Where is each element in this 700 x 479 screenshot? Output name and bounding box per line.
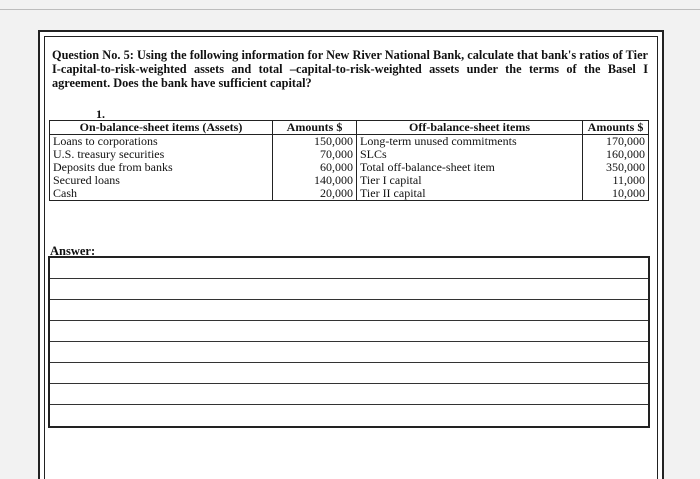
question-text: Question No. 5: Using the following information for New River National Bank, calculate that bank's ratios of Tier I-capital-to-risk-weighted assets and total –capital-to-risk-weighted assets under the terms of the Basel I agreement. Does the bank have sufficient capital? [52, 48, 648, 90]
on-item-cell: Loans to corporations [50, 135, 273, 149]
answer-line[interactable] [50, 405, 648, 426]
off-item-cell: Tier II capital [357, 187, 583, 201]
table-row [50, 148, 649, 161]
off-item-cell: SLCs [357, 148, 583, 161]
on-amount-cell: 140,000 [273, 174, 357, 187]
off-amount-cell: 160,000 [583, 148, 649, 161]
answer-line[interactable] [50, 321, 648, 342]
answer-line[interactable] [50, 279, 648, 300]
on-item-cell: Secured loans [50, 174, 273, 187]
answer-line[interactable] [50, 258, 648, 279]
answer-label: Answer: [50, 244, 96, 258]
on-item-cell: U.S. treasury securities [50, 148, 273, 161]
on-item-cell: Deposits due from banks [50, 161, 273, 174]
on-amount-cell: 150,000 [273, 135, 357, 149]
balance-sheet-table [49, 120, 649, 201]
off-item-cell: Tier I capital [357, 174, 583, 187]
header-on-amounts: Amounts $ [273, 121, 357, 135]
document-page [38, 30, 664, 479]
top-divider [0, 9, 700, 10]
table-header-row [50, 121, 649, 135]
answer-line[interactable] [50, 342, 648, 363]
off-amount-cell: 170,000 [583, 135, 649, 149]
off-amount-cell: 10,000 [583, 187, 649, 201]
off-item-cell: Long-term unused commitments [357, 135, 583, 149]
off-item-cell: Total off-balance-sheet item [357, 161, 583, 174]
on-amount-cell: 60,000 [273, 161, 357, 174]
answer-box[interactable] [48, 256, 650, 428]
answer-line[interactable] [50, 363, 648, 384]
answer-line[interactable] [50, 384, 648, 405]
table-row [50, 187, 649, 201]
header-on-balance-items: On-balance-sheet items (Assets) [50, 121, 273, 135]
table-row [50, 135, 649, 149]
on-amount-cell: 20,000 [273, 187, 357, 201]
table-row [50, 161, 649, 174]
on-amount-cell: 70,000 [273, 148, 357, 161]
table-row [50, 174, 649, 187]
question-number: 1. [96, 107, 105, 121]
header-off-amounts: Amounts $ [583, 121, 649, 135]
header-off-balance-items: Off-balance-sheet items [357, 121, 583, 135]
answer-line[interactable] [50, 300, 648, 321]
off-amount-cell: 350,000 [583, 161, 649, 174]
off-amount-cell: 11,000 [583, 174, 649, 187]
on-item-cell: Cash [50, 187, 273, 201]
